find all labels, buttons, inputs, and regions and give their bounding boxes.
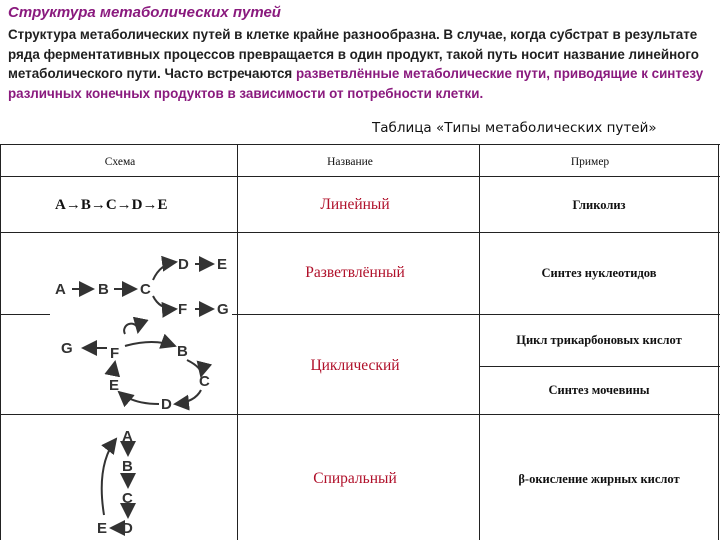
table-border-row2	[0, 314, 50, 315]
sp-node-e: E	[97, 520, 108, 537]
table-border-row3-sub	[480, 366, 720, 367]
node-f: F	[178, 301, 188, 318]
node-d: D	[178, 256, 189, 273]
row-cyclic-example-2: Синтез мочевины	[548, 383, 650, 397]
cyc-node-b: B	[177, 343, 188, 360]
spiral-diagram	[90, 425, 160, 537]
table-border-col1	[237, 144, 238, 540]
sp-node-b: B	[122, 458, 133, 475]
table-border-row2b	[232, 314, 720, 315]
row-cyclic-example-1: Цикл трикарбоновых кислот	[516, 333, 682, 347]
node-a: A	[55, 281, 66, 298]
table-border-left	[0, 144, 1, 540]
row-spiral-name: Спиральный	[313, 470, 397, 487]
node-e: E	[217, 256, 228, 273]
branched-diagram	[50, 250, 235, 320]
header-name: Название	[327, 156, 373, 168]
sp-node-c: C	[122, 490, 133, 507]
linear-scheme: A→B→C→D→E	[55, 197, 168, 213]
table-border-right	[718, 144, 719, 540]
row-spiral-example: β-окисление жирных кислот	[518, 472, 680, 486]
sp-node-d: D	[122, 520, 133, 537]
intro-text-highlight: разветвлённые метаболические пути, приводящие к синтезу различных конечных продуктов в зависимости от потребности клетки	[8, 66, 704, 101]
cyc-node-f: F	[110, 345, 120, 362]
cyc-node-d: D	[161, 396, 172, 413]
cyclic-diagram	[55, 320, 225, 415]
intro-text-end: .	[479, 85, 484, 101]
row-linear-name: Линейный	[320, 196, 390, 213]
intro-text-1: Структура метаболических путей в клетке крайне разнообразна. В случае, когда субстрат в результате ряда ферментативных процессов превращается в один продукт, такой путь носит название линейного метаболического пути. Часто встречаются	[8, 27, 699, 81]
row-cyclic-name: Циклический	[310, 357, 400, 374]
header-example: Пример	[570, 156, 610, 168]
table-caption: Таблица «Типы метаболических путей»	[372, 120, 657, 136]
table-border-row1	[0, 232, 720, 233]
node-g: G	[217, 301, 229, 318]
page-title: Структура метаболических путей	[8, 4, 281, 21]
row-branched-example: Синтез нуклеотидов	[541, 266, 657, 280]
row-linear-example: Гликолиз	[572, 198, 626, 212]
row-branched-name: Разветвлённый	[305, 264, 405, 281]
cyc-node-e: E	[109, 377, 120, 394]
node-b: B	[98, 281, 109, 298]
table-border-top	[0, 144, 720, 145]
intro-paragraph	[8, 25, 716, 103]
table-border-header	[0, 176, 720, 177]
node-c: C	[140, 281, 151, 298]
header-scheme: Схема	[104, 156, 136, 168]
cyc-node-c: C	[199, 373, 210, 390]
sp-node-a: A	[122, 428, 133, 445]
cyc-node-g: G	[61, 340, 73, 357]
